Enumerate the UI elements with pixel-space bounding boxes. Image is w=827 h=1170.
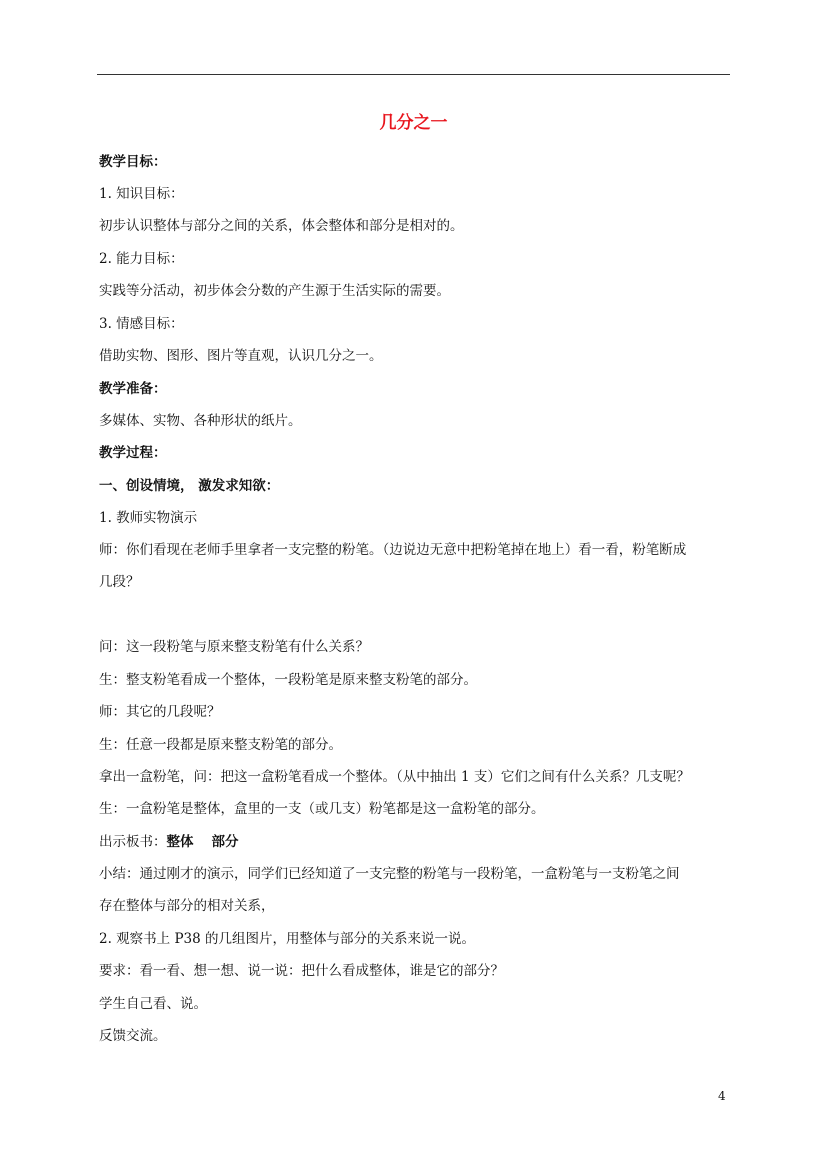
goal-1-label: 1. 知识目标：: [99, 186, 184, 202]
goal-3-label: 3. 情感目标：: [99, 316, 184, 332]
summary-line-continued: 存在整体与部分的相对关系，: [99, 898, 275, 914]
goal-2-label: 2. 能力目标：: [99, 251, 184, 267]
heading-teaching-goals: 教学目标：: [99, 154, 167, 170]
header-rule: [97, 74, 730, 75]
goal-3-text: 借助实物、图形、图片等直观，认识几分之一。: [99, 348, 383, 364]
requirement-line: 要求：看一看、想一想、说一说：把什么看成整体，谁是它的部分？: [99, 963, 504, 979]
goal-1-text: 初步认识整体与部分之间的关系，体会整体和部分是相对的。: [99, 218, 464, 234]
dialogue-line: 师：其它的几段呢？: [99, 704, 221, 720]
step-2-label: 2. 观察书上 P38 的几组图片，用整体与部分的关系来说一说。: [99, 931, 476, 947]
summary-line: 小结：通过刚才的演示，同学们已经知道了一支完整的粉笔与一段粉笔，一盒粉笔与一支粉笔之间: [99, 866, 680, 882]
blackboard-term-whole: 整体: [166, 834, 194, 850]
step-1-label: 1. 教师实物演示: [99, 510, 198, 526]
blackboard-line: [99, 832, 739, 852]
dialogue-line: 拿出一盒粉笔，问：把这一盒粉笔看成一个整体。（从中抽出 1 支）它们之间有什么关系？几支呢？: [99, 769, 690, 785]
dialogue-line: 生：任意一段都是原来整支粉笔的部分。: [99, 737, 342, 753]
goal-2-text: 实践等分活动，初步体会分数的产生源于生活实际的需要。: [99, 283, 450, 299]
dialogue-line: 师：你们看现在老师手里拿者一支完整的粉笔。（边说边无意中把粉笔掉在地上）看一看，粉笔断成: [99, 542, 687, 558]
page-number: 4: [718, 1089, 726, 1103]
feedback-line: 反馈交流。: [99, 1028, 167, 1044]
section-1-heading: 一、创设情境， 激发求知欲：: [99, 478, 280, 494]
heading-preparation: 教学准备：: [99, 381, 167, 397]
student-activity-line: 学生自己看、说。: [99, 996, 207, 1012]
blackboard-term-part: 部分: [211, 834, 239, 850]
document-title: 几分之一: [379, 113, 448, 133]
preparation-text: 多媒体、实物、各种形状的纸片。: [99, 413, 302, 429]
dialogue-line-continued: 几段？: [99, 574, 140, 590]
dialogue-line: 生：整支粉笔看成一个整体，一段粉笔是原来整支粉笔的部分。: [99, 672, 477, 688]
dialogue-line: 生：一盒粉笔是整体，盒里的一支（或几支）粉笔都是这一盒粉笔的部分。: [99, 801, 545, 817]
dialogue-line: 问：这一段粉笔与原来整支粉笔有什么关系？: [99, 639, 369, 655]
blackboard-prefix: 出示板书：: [99, 834, 167, 850]
heading-process: 教学过程：: [99, 445, 167, 461]
